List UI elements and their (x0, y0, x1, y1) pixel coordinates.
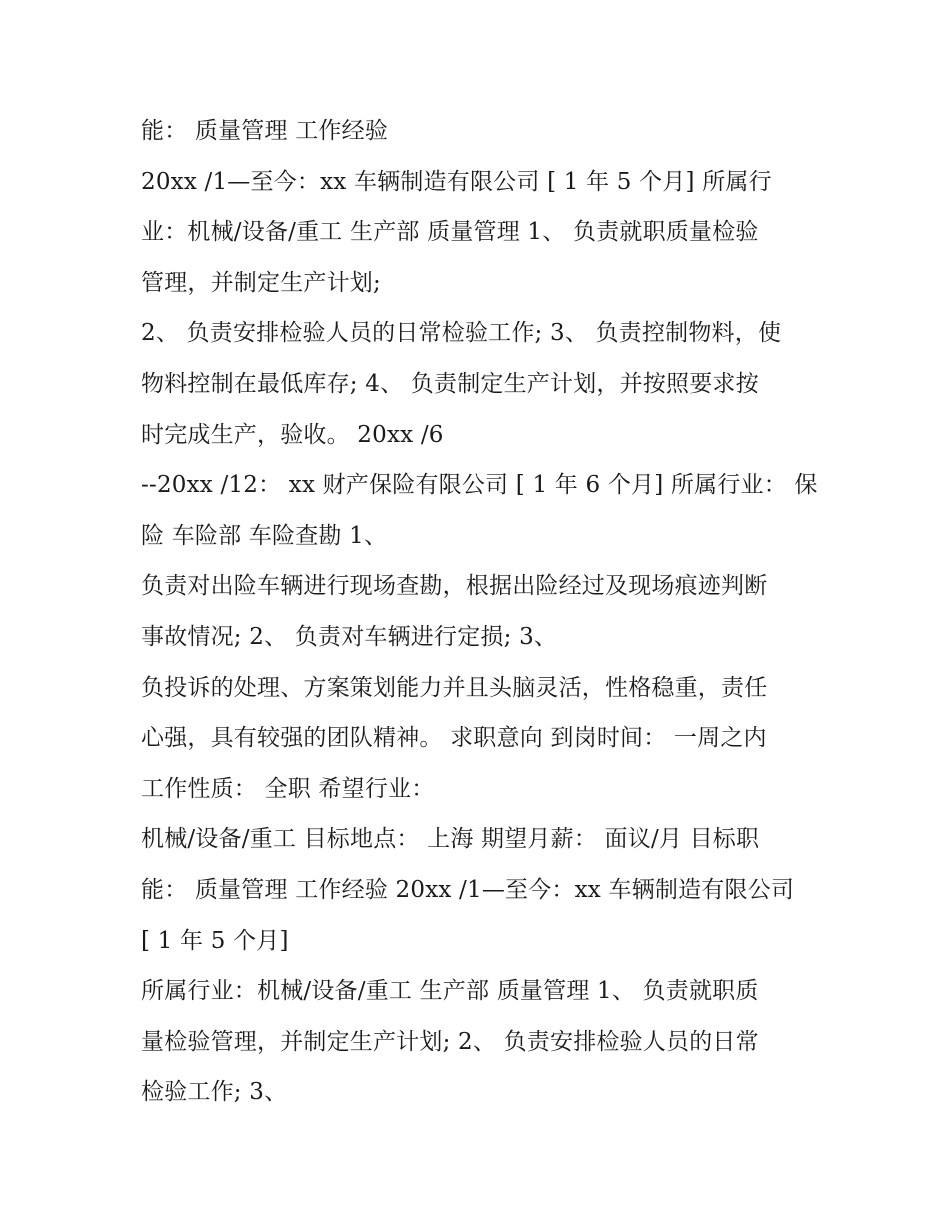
text-line: 所属行业：机械/设备/重工 生产部 质量管理 1、 负责就职质 (141, 978, 759, 1005)
text-line: 负责对出险车辆进行现场查勘，根据出险经过及现场痕迹判断 (141, 573, 768, 600)
text-line: 负投诉的处理、方案策划能力并且头脑灵活，性格稳重，责任 (141, 674, 768, 701)
text-line: 量检验管理，并制定生产计划; 2、 负责安排检验人员的日常 (141, 1028, 759, 1055)
resume-text-block (141, 106, 831, 1118)
text-line: 机械/设备/重工 目标地点： 上海 期望月薪： 面议/月 目标职 (141, 826, 760, 853)
text-line: 2、 负责安排检验人员的日常检验工作; 3、 负责控制物料，使 (141, 320, 782, 347)
text-line: 能： 质量管理 工作经验 20xx /1—至今：xx 车辆制造有限公司 (141, 876, 795, 903)
text-line: 检验工作; 3、 (141, 1079, 288, 1106)
text-line: --20xx /12： xx 财产保险有限公司 [ 1 年 6 个月] 所属行业： 保 (141, 472, 818, 499)
text-line: 时完成生产，验收。 20xx /6 (141, 421, 444, 448)
text-line: [ 1 年 5 个月] (141, 927, 289, 954)
text-line: 20xx /1—至今：xx 车辆制造有限公司 [ 1 年 5 个月] 所属行 (141, 168, 772, 195)
text-line: 物料控制在最低库存; 4、 负责制定生产计划，并按照要求按 (141, 370, 759, 397)
text-line: 管理，并制定生产计划; (141, 269, 381, 296)
text-line: 事故情况; 2、 负责对车辆进行定损; 3、 (141, 623, 558, 650)
text-line: 工作性质： 全职 希望行业： (141, 775, 435, 802)
text-line: 业：机械/设备/重工 生产部 质量管理 1、 负责就职质量检验 (141, 219, 759, 246)
text-line: 心强，具有较强的团队精神。 求职意向 到岗时间： 一周之内 (141, 725, 767, 752)
text-line: 险 车险部 车险查勘 1、 (141, 522, 388, 549)
text-line: 能： 质量管理 工作经验 (141, 118, 389, 144)
